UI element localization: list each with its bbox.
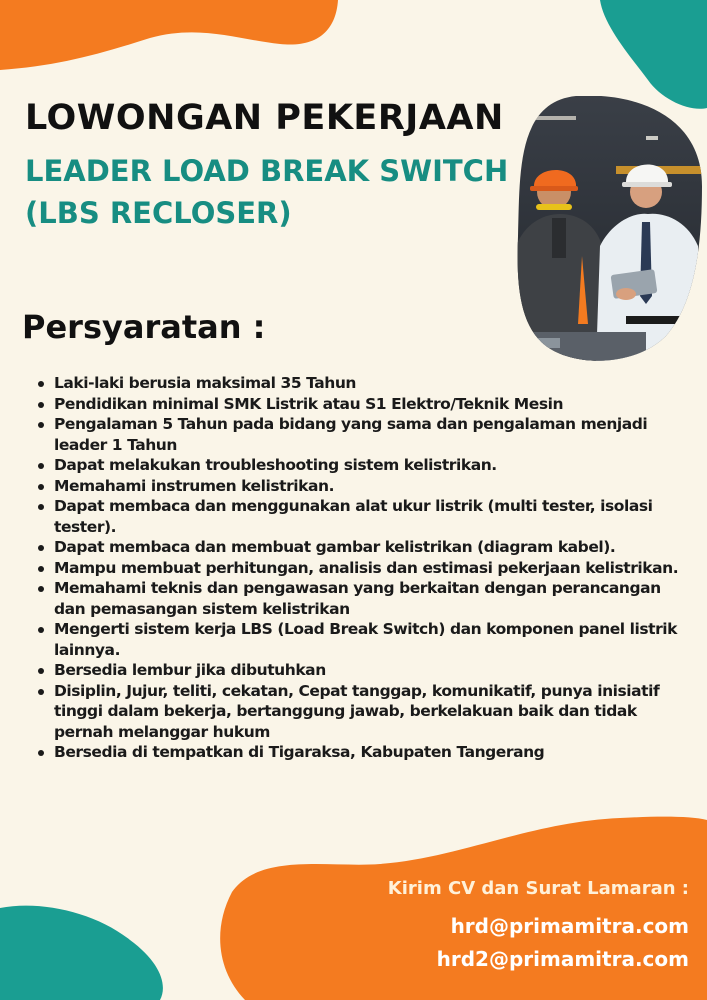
list-item: Dapat melakukan troubleshooting sistem kelistrikan. xyxy=(34,455,694,476)
requirements-heading: Persyaratan : xyxy=(22,308,266,346)
workers-photo xyxy=(516,96,702,364)
job-position-title xyxy=(25,150,508,234)
requirements-list xyxy=(34,373,694,763)
list-item: Dapat membaca dan menggunakan alat ukur listrik (multi tester, isolasi tester). xyxy=(34,496,694,537)
workers-photo-icon xyxy=(516,96,702,364)
job-position-line-2: (LBS RECLOSER) xyxy=(25,196,292,230)
list-item: Dapat membaca dan membuat gambar kelistrikan (diagram kabel). xyxy=(34,537,694,558)
list-item: Bersedia di tempatkan di Tigaraksa, Kabupaten Tangerang xyxy=(34,742,694,763)
bottom-left-teal-blob xyxy=(0,906,163,1000)
list-item: Pengalaman 5 Tahun pada bidang yang sama dan pengalaman menjadi leader 1 Tahun xyxy=(34,414,694,455)
list-item: Pendidikan minimal SMK Listrik atau S1 Elektro/Teknik Mesin xyxy=(34,394,694,415)
list-item: Bersedia lembur jika dibutuhkan xyxy=(34,660,694,681)
contact-section xyxy=(388,878,689,976)
list-item: Disiplin, Jujur, teliti, cekatan, Cepat tanggap, komunikatif, punya inisiatif tinggi dalam bekerja, bertanggung jawab, berkelakuan baik dan tidak pernah melanggar hukum xyxy=(34,681,694,743)
list-item: Mengerti sistem kerja LBS (Load Break Switch) dan komponen panel listrik lainnya. xyxy=(34,619,694,660)
list-item: Memahami teknis dan pengawasan yang berkaitan dengan perancangan dan pemasangan sistem kelistrikan xyxy=(34,578,694,619)
top-right-teal-blob xyxy=(600,0,707,109)
job-position-line-1: LEADER LOAD BREAK SWITCH xyxy=(25,154,509,188)
top-left-orange-blob xyxy=(0,0,338,70)
contact-label: Kirim CV dan Surat Lamaran : xyxy=(387,878,689,899)
list-item: Memahami instrumen kelistrikan. xyxy=(34,476,694,497)
email-link-2[interactable]: hrd2@primamitra.com xyxy=(436,947,689,971)
email-link-1[interactable]: hrd@primamitra.com xyxy=(450,914,689,938)
list-item: Laki-laki berusia maksimal 35 Tahun xyxy=(34,373,694,394)
page-title: LOWONGAN PEKERJAAN xyxy=(25,98,504,138)
list-item: Mampu membuat perhitungan, analisis dan estimasi pekerjaan kelistrikan. xyxy=(34,558,694,579)
